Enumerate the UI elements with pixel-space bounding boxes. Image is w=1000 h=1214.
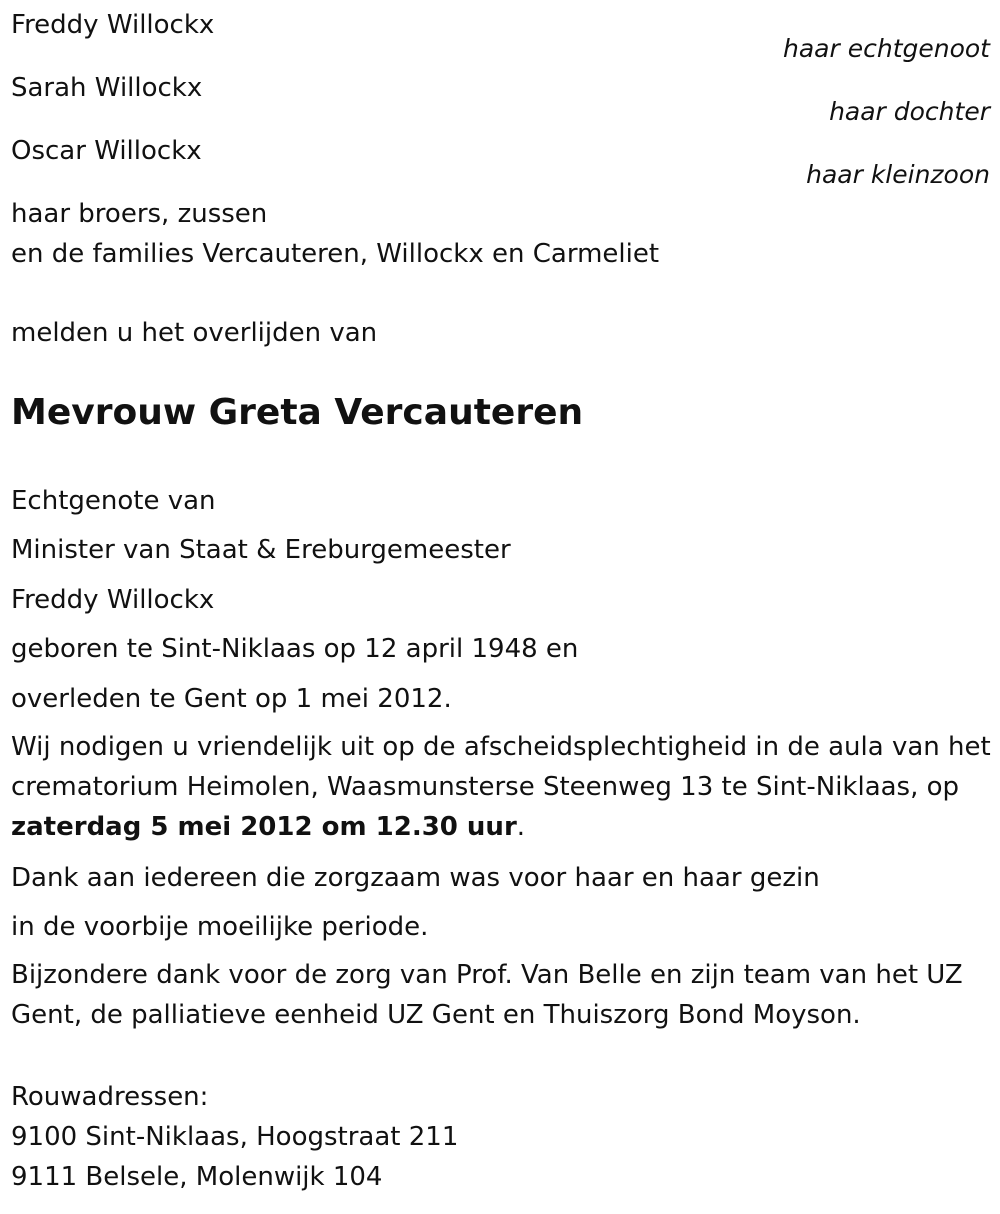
invitation-text: Wij nodigen u vriendelijk uit op de afscheidsplechtigheid in de aula van het crematorium Heimolen, Waasmunsterse Steenweg 13 te Sint-Niklaas, op: [11, 732, 991, 802]
thanks-line-2: in de voorbije moeilijke periode.: [11, 912, 429, 942]
others-line-2: en de families Vercauteren, Willockx en Carmeliet: [11, 239, 660, 269]
address-2: 9111 Belsele, Molenwijk 104: [11, 1162, 383, 1192]
address-1: 9100 Sint-Niklaas, Hoogstraat 211: [11, 1122, 459, 1152]
invitation-end: .: [516, 812, 526, 842]
bio-line-3: Freddy Willockx: [11, 585, 215, 615]
others-line-1: haar broers, zussen: [11, 199, 268, 229]
bio-line-2: Minister van Staat & Ereburgemeester: [11, 535, 511, 565]
bio-line-5: overleden te Gent op 1 mei 2012.: [11, 684, 452, 714]
family-relation-3: haar kleinzoon: [806, 160, 990, 189]
family-name-1: Freddy Willockx: [11, 10, 215, 40]
family-name-3: Oscar Willockx: [11, 136, 202, 166]
ceremony-datetime: zaterdag 5 mei 2012 om 12.30 uur: [11, 812, 517, 842]
bio-line-1: Echtgenote van: [11, 486, 216, 516]
bio-line-4: geboren te Sint-Niklaas op 12 april 1948 en: [11, 634, 579, 664]
invitation-paragraph: [11, 727, 996, 847]
announcement: melden u het overlijden van: [11, 318, 378, 348]
family-relation-1: haar echtgenoot: [783, 34, 990, 63]
special-thanks: Bijzondere dank voor de zorg van Prof. Van Belle en zijn team van het UZ Gent, de palliatieve eenheid UZ Gent en Thuiszorg Bond Moyson.: [11, 960, 963, 1030]
family-name-2: Sarah Willockx: [11, 73, 203, 103]
family-relation-2: haar dochter: [829, 97, 990, 126]
thanks-line-1: Dank aan iedereen die zorgzaam was voor haar en haar gezin: [11, 863, 820, 893]
deceased-name: Mevrouw Greta Vercauteren: [11, 392, 584, 433]
addresses-label: Rouwadressen:: [11, 1082, 209, 1112]
